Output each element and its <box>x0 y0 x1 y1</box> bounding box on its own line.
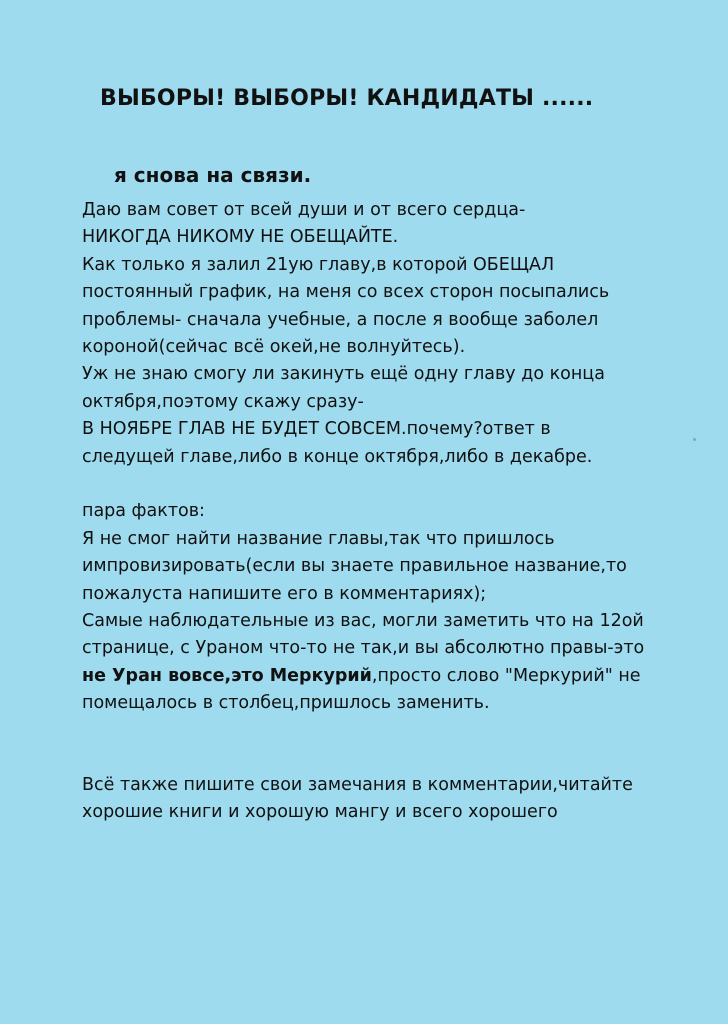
paragraph-gap <box>82 471 702 498</box>
paragraph-line: НИКОГДА НИКОМУ НЕ ОБЕЩАЙТЕ. <box>82 227 399 248</box>
paragraph-line: октября,поэтому скажу сразу- <box>82 391 364 412</box>
paragraph-line: проблемы- сначала учебные, а после я вообще заболел <box>82 309 599 330</box>
paragraph-line: следущей главе,либо в конце октября,либо в декабре. <box>82 446 593 467</box>
document-body <box>82 197 702 827</box>
facts-line-mercury <box>82 663 702 690</box>
paragraph-line: В НОЯБРЕ ГЛАВ НЕ БУДЕТ СОВСЕМ.почему?ответ в <box>82 419 551 440</box>
paragraph-line: Даю вам совет от всей души и от всего сердца- <box>82 200 526 220</box>
page-subtitle: я снова на связи. <box>114 163 312 187</box>
mercury-tail: ,просто слово "Меркурий" не <box>371 665 641 686</box>
paragraph-line: короной(сейчас всё окей,не волнуйтесь). <box>82 337 466 358</box>
facts-line: пожалуста напишите его в комментариях); <box>82 583 487 604</box>
facts-line: импровизировать(если вы знаете правильное название,то <box>82 556 627 577</box>
paragraph-line: постоянный график, на меня со всех сторон посыпались <box>82 282 610 303</box>
facts-line: Я не смог найти название главы,так что пришлось <box>82 528 555 549</box>
closing-line: хорошие книги и хорошую мангу и всего хорошего <box>82 802 558 823</box>
facts-line: странице, с Ураном что-то не так,и вы абсолютно правы-это <box>82 638 645 659</box>
paragraph-line: Уж не знаю смогу ли закинуть ещё одну главу до конца <box>82 364 605 385</box>
paragraph-line: Как только я залил 21ую главу,в которой ОБЕЩАЛ <box>82 254 555 275</box>
page-title: ВЫБОРЫ! ВЫБОРЫ! КАНДИДАТЫ ...... <box>100 86 594 111</box>
paragraph-gap <box>82 718 702 772</box>
stray-dot <box>693 438 696 441</box>
facts-line: Самые наблюдательные из вас, могли заметить что на 12ой <box>82 611 644 632</box>
mercury-emphasis: не Уран вовсе,это Меркурий <box>82 665 372 686</box>
facts-line: помещалось в столбец,пришлось заменить. <box>82 693 490 714</box>
closing-line: Всё также пишите свои замечания в комментарии,читайте <box>82 774 633 795</box>
facts-heading: пара фактов: <box>82 501 205 522</box>
